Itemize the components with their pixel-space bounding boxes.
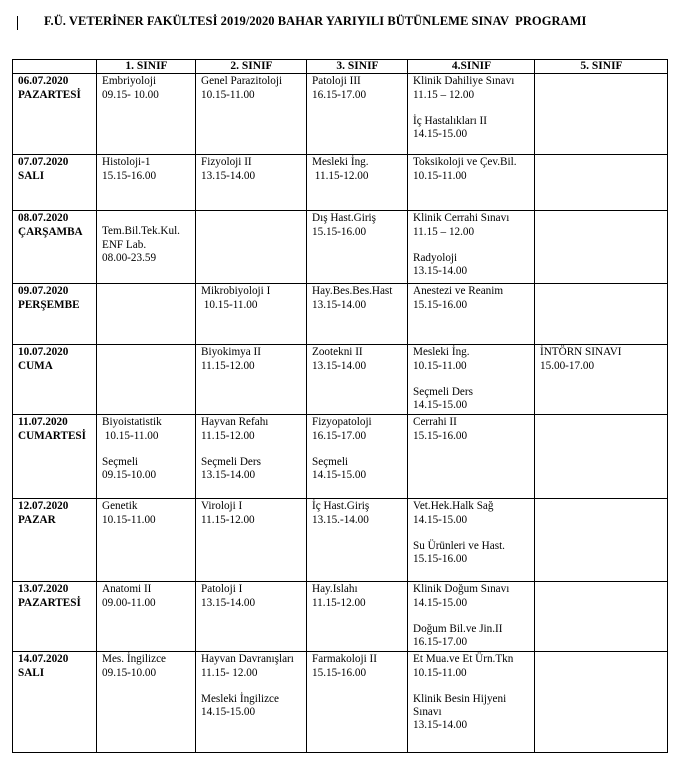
course-name: Hayvan Refahı xyxy=(201,416,269,429)
entry-gap xyxy=(413,680,530,693)
course-name: Klinik Cerrahi Sınavı xyxy=(413,212,510,225)
entry-gap xyxy=(413,610,530,623)
exam-time: 10.15-11.00 xyxy=(201,298,258,311)
course-name: İNTÖRN SINAVI xyxy=(540,346,622,359)
course-name: Patoloji III xyxy=(312,75,361,88)
course-name: Farmakoloji II xyxy=(312,653,377,666)
exam-date: 09.07.2020 xyxy=(18,285,69,298)
exam-time: 14.15-15.00 xyxy=(413,128,468,141)
course-name: Viroloji I xyxy=(201,500,243,513)
course-name: Toksikoloji ve Çev.Bil. xyxy=(413,156,517,169)
exam-day: PERŞEMBE xyxy=(18,298,80,311)
exam-time: 08.00-23.59 xyxy=(102,251,157,264)
course-name: Histoloji-1 xyxy=(102,156,151,169)
course-name: Hay.Bes.Bes.Hast xyxy=(312,285,393,298)
exam-date: 08.07.2020 xyxy=(18,212,69,225)
header-row xyxy=(13,60,668,74)
exam-cell xyxy=(408,284,535,345)
course-name: Mesleki İng. xyxy=(312,156,369,169)
exam-cell xyxy=(408,345,535,415)
table-row xyxy=(13,74,668,155)
exam-time: 09.15- 10.00 xyxy=(102,88,159,101)
course-name: Anestezi ve Reanim xyxy=(413,285,504,298)
exam-cell xyxy=(535,74,668,155)
entry-gap xyxy=(312,443,403,456)
exam-date: 13.07.2020 xyxy=(18,583,69,596)
date-cell xyxy=(13,415,97,499)
exam-day: SALI xyxy=(18,169,45,182)
course-name: Embriyoloji xyxy=(102,75,157,88)
table-row xyxy=(13,415,668,499)
course-name: Klinik Besin Hijyeni xyxy=(413,692,507,705)
exam-time: 13.15-14.00 xyxy=(312,298,367,311)
course-name: Mesleki İng. xyxy=(413,346,470,359)
exam-cell xyxy=(535,415,668,499)
course-name: Fizyopatoloji xyxy=(312,416,372,429)
exam-date: 06.07.2020 xyxy=(18,75,69,88)
exam-time: 10.15-11.00 xyxy=(102,429,159,442)
exam-day: CUMARTESİ xyxy=(18,429,86,442)
course-name: Seçmeli xyxy=(102,455,139,468)
exam-cell xyxy=(535,284,668,345)
exam-cell xyxy=(196,345,307,415)
date-cell xyxy=(13,499,97,582)
table-row xyxy=(13,652,668,753)
header-cell: 2. SINIF xyxy=(196,60,307,74)
exam-day: CUMA xyxy=(18,359,53,372)
exam-time: 11.15 – 12.00 xyxy=(413,88,475,101)
exam-time: 09.00-11.00 xyxy=(102,596,156,609)
exam-cell xyxy=(97,155,196,211)
date-cell xyxy=(13,74,97,155)
course-name: Vet.Hek.Halk Sağ xyxy=(413,500,494,513)
exam-time: 13.15-14.00 xyxy=(413,719,468,732)
exam-day: PAZARTESİ xyxy=(18,596,81,609)
table-row xyxy=(13,211,668,284)
header-cell: 5. SINIF xyxy=(535,60,668,74)
exam-date: 14.07.2020 xyxy=(18,653,69,666)
exam-time: 16.15-17.00 xyxy=(312,88,367,101)
course-name-cont: ENF Lab. xyxy=(102,238,147,251)
exam-time: 14.15-15.00 xyxy=(413,596,468,609)
exam-time: 11.15-12.00 xyxy=(312,169,369,182)
exam-cell xyxy=(97,499,196,582)
exam-time: 11.15-12.00 xyxy=(201,359,255,372)
exam-time: 11.15-12.00 xyxy=(201,429,255,442)
date-cell xyxy=(13,582,97,652)
exam-cell xyxy=(196,211,307,284)
exam-time: 14.15-15.00 xyxy=(413,513,468,526)
entry-gap xyxy=(413,102,530,115)
table-row xyxy=(13,155,668,211)
table-row xyxy=(13,582,668,652)
exam-time: 16.15-17.00 xyxy=(413,636,468,649)
exam-time: 15.15-16.00 xyxy=(312,666,367,679)
course-name: Klinik Dahiliye Sınavı xyxy=(413,75,515,88)
exam-cell xyxy=(196,415,307,499)
course-name: Klinik Doğum Sınavı xyxy=(413,583,510,596)
course-name: Doğum Bil.ve Jin.II xyxy=(413,622,503,635)
exam-day: ÇARŞAMBA xyxy=(18,225,83,238)
course-name: Biyokimya II xyxy=(201,346,261,359)
exam-time: 13.15-14.00 xyxy=(201,169,256,182)
course-name: Mikrobiyoloji I xyxy=(201,285,271,298)
exam-cell xyxy=(408,582,535,652)
exam-cell xyxy=(307,582,408,652)
entry-gap xyxy=(201,443,302,456)
exam-cell xyxy=(535,652,668,753)
exam-cell xyxy=(307,499,408,582)
date-cell xyxy=(13,155,97,211)
exam-cell xyxy=(196,582,307,652)
exam-date: 11.07.2020 xyxy=(18,416,68,429)
exam-cell xyxy=(307,415,408,499)
exam-time: 10.15-11.00 xyxy=(413,169,467,182)
exam-cell xyxy=(408,499,535,582)
course-name: Hay.Islahı xyxy=(312,583,358,596)
exam-time: 14.15-15.00 xyxy=(413,399,468,412)
entry-gap xyxy=(413,527,530,540)
exam-cell xyxy=(535,211,668,284)
course-name: Genel Parazitoloji xyxy=(201,75,283,88)
course-name: Dış Hast.Giriş xyxy=(312,212,377,225)
course-name: Seçmeli xyxy=(312,455,349,468)
exam-cell xyxy=(97,284,196,345)
text-cursor xyxy=(17,16,18,30)
course-name: Cerrahi II xyxy=(413,416,457,429)
exam-cell xyxy=(196,499,307,582)
exam-time: 15.15-16.00 xyxy=(413,298,468,311)
exam-cell xyxy=(307,74,408,155)
exam-cell xyxy=(307,155,408,211)
table-row xyxy=(13,284,668,345)
exam-schedule-table xyxy=(12,59,668,753)
header-cell xyxy=(13,60,97,74)
entry-gap xyxy=(102,443,191,456)
course-name: Patoloji I xyxy=(201,583,243,596)
exam-day: PAZARTESİ xyxy=(18,88,81,101)
course-name: Anatomi II xyxy=(102,583,152,596)
exam-cell xyxy=(196,652,307,753)
date-cell xyxy=(13,345,97,415)
table-row xyxy=(13,345,668,415)
exam-date: 10.07.2020 xyxy=(18,346,69,359)
course-name: Et Mua.ve Et Ürn.Tkn xyxy=(413,653,514,666)
course-name-cont: Sınavı xyxy=(413,706,442,719)
exam-cell xyxy=(307,652,408,753)
exam-time: 09.15-10.00 xyxy=(102,666,157,679)
entry-gap xyxy=(413,373,530,386)
exam-time: 15.15-16.00 xyxy=(102,169,157,182)
exam-time: 10.15-11.00 xyxy=(201,88,255,101)
exam-cell xyxy=(307,284,408,345)
page-title: F.Ü. VETERİNER FAKÜLTESİ 2019/2020 BAHAR YARIYILI BÜTÜNLEME SINAV PROGRAMI xyxy=(44,14,587,28)
course-name: Mesleki İngilizce xyxy=(201,692,279,705)
exam-cell xyxy=(408,415,535,499)
exam-cell xyxy=(535,345,668,415)
exam-cell xyxy=(97,415,196,499)
exam-time: 15.15-16.00 xyxy=(312,225,367,238)
course-name: Radyoloji xyxy=(413,251,458,264)
exam-day: SALI xyxy=(18,666,45,679)
course-name: Genetik xyxy=(102,500,138,513)
exam-cell xyxy=(307,211,408,284)
exam-cell xyxy=(97,652,196,753)
exam-date: 12.07.2020 xyxy=(18,500,69,513)
exam-day: PAZAR xyxy=(18,513,56,526)
exam-cell xyxy=(196,284,307,345)
course-name: Zootekni II xyxy=(312,346,363,359)
date-cell xyxy=(13,284,97,345)
exam-time: 11.15-12.00 xyxy=(312,596,366,609)
exam-cell xyxy=(408,74,535,155)
exam-time: 13.15-14.00 xyxy=(312,359,367,372)
course-name: Tem.Bil.Tek.Kul. xyxy=(102,225,180,238)
exam-time: 15.15-16.00 xyxy=(413,553,468,566)
exam-time: 14.15-15.00 xyxy=(201,706,256,719)
exam-time: 14.15-15.00 xyxy=(312,469,367,482)
exam-cell xyxy=(535,155,668,211)
exam-cell xyxy=(97,582,196,652)
exam-cell xyxy=(535,499,668,582)
exam-time: 10.15-11.00 xyxy=(413,666,467,679)
course-name: Su Ürünleri ve Hast. xyxy=(413,539,505,552)
exam-time: 13.15-14.00 xyxy=(201,469,256,482)
exam-time: 11.15-12.00 xyxy=(201,513,255,526)
exam-time: 11.15- 12.00 xyxy=(201,666,258,679)
exam-cell xyxy=(97,211,196,284)
exam-date: 07.07.2020 xyxy=(18,156,69,169)
course-name: Hayvan Davranışları xyxy=(201,653,294,666)
exam-cell xyxy=(408,211,535,284)
exam-time: 13.15-14.00 xyxy=(413,265,468,278)
exam-time: 16.15-17.00 xyxy=(312,429,367,442)
course-name: İç Hastalıkları II xyxy=(413,114,487,127)
course-name: Mes. İngilizce xyxy=(102,653,166,666)
exam-cell xyxy=(535,582,668,652)
exam-cell xyxy=(408,652,535,753)
exam-time: 10.15-11.00 xyxy=(413,359,467,372)
entry-gap xyxy=(201,680,302,693)
header-cell: 4.SINIF xyxy=(408,60,535,74)
course-name: Seçmeli Ders xyxy=(413,385,473,398)
course-name: İç Hast.Giriş xyxy=(312,500,370,513)
course-name: Seçmeli Ders xyxy=(201,455,261,468)
exam-time: 13.15.-14.00 xyxy=(312,513,369,526)
exam-cell xyxy=(408,155,535,211)
date-cell xyxy=(13,652,97,753)
exam-time: 15.15-16.00 xyxy=(413,429,468,442)
exam-cell xyxy=(196,74,307,155)
header-cell: 1. SINIF xyxy=(97,60,196,74)
course-name: Fizyoloji II xyxy=(201,156,252,169)
entry-gap xyxy=(413,239,530,252)
exam-time: 15.00-17.00 xyxy=(540,359,595,372)
course-name: Biyoistatistik xyxy=(102,416,162,429)
exam-time: 10.15-11.00 xyxy=(102,513,156,526)
exam-cell xyxy=(97,74,196,155)
table-row xyxy=(13,499,668,582)
exam-cell xyxy=(307,345,408,415)
date-cell xyxy=(13,211,97,284)
exam-time: 13.15-14.00 xyxy=(201,596,256,609)
exam-cell xyxy=(97,345,196,415)
exam-time: 09.15-10.00 xyxy=(102,469,157,482)
exam-time: 11.15 – 12.00 xyxy=(413,225,475,238)
exam-cell xyxy=(196,155,307,211)
header-cell: 3. SINIF xyxy=(307,60,408,74)
